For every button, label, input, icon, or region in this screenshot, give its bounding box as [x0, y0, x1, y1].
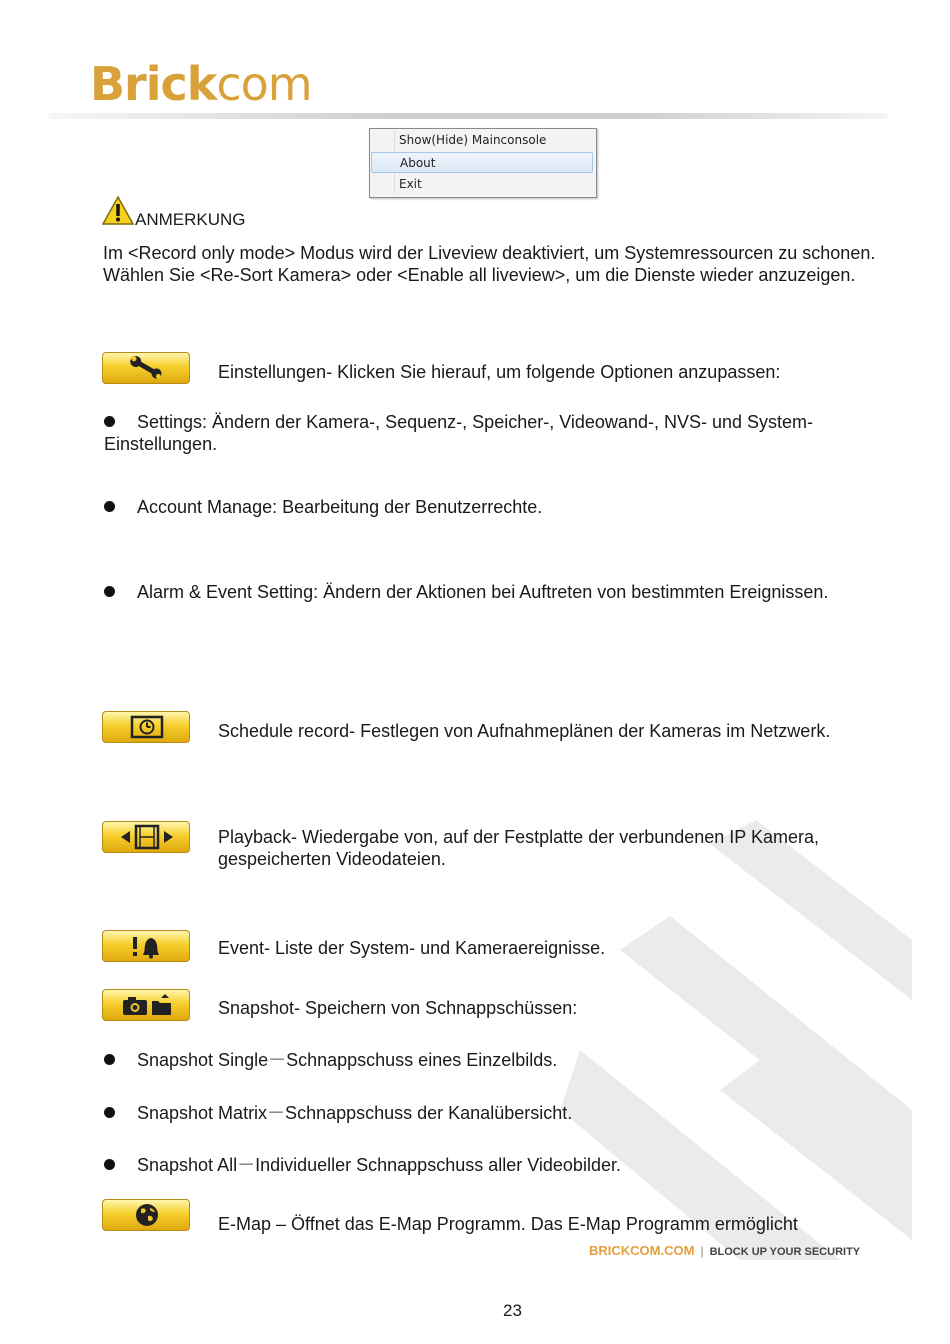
list-item: Settings: Ändern der Kamera-, Sequenz-, Speicher-, Videowand-, NVS- und System-Einstellungen.	[104, 412, 814, 454]
bullet-icon	[104, 501, 115, 512]
schedule-text: Schedule record- Festlegen von Aufnahmeplänen der Kameras im Netzwerk.	[218, 721, 831, 741]
snapshot-text: Snapshot- Speichern von Schnappschüssen:	[218, 998, 578, 1018]
bullet-icon	[104, 416, 115, 427]
playback-button[interactable]	[102, 821, 190, 853]
settings-text: Einstellungen- Klicken Sie hierauf, um folgende Optionen anzupassen:	[218, 362, 781, 382]
footer-slogan: BLOCK UP YOUR SECURITY	[709, 1246, 861, 1258]
list-item: Snapshot Single－Schnappschuss eines Einzelbilds.	[104, 1049, 884, 1071]
bullet-icon	[104, 1054, 115, 1065]
brickcom-watermark	[560, 820, 920, 1260]
menu-item-show-hide-mainconsole[interactable]: Show(Hide) Mainconsole	[399, 133, 547, 147]
event-text: Event- Liste der System- und Kameraereignisse.	[218, 938, 606, 958]
bullet-icon	[104, 1107, 115, 1118]
brickcom-logo: Brickcom	[90, 57, 312, 111]
camera-folder-icon	[103, 990, 189, 1020]
header-divider	[48, 113, 888, 119]
footer-brand: BRICKCOM.COM	[589, 1243, 695, 1258]
note-title: ANMERKUNG	[135, 210, 246, 229]
e-map-text: E-Map – Öffnet das E-Map Programm. Das E-Map Programm ermöglicht	[218, 1214, 798, 1234]
e-map-button[interactable]	[102, 1199, 190, 1231]
list-item: Snapshot Matrix－Schnappschuss der Kanalübersicht.	[104, 1102, 884, 1124]
film-icon	[103, 822, 189, 852]
schedule-record-button[interactable]	[102, 711, 190, 743]
menu-item-about[interactable]: About	[371, 152, 593, 173]
list-item: Snapshot All－Individueller Schnappschuss aller Videobilder.	[104, 1154, 884, 1176]
footer-tagline: BRICKCOM.COM | BLOCK UP YOUR SECURITY	[589, 1243, 861, 1258]
wrench-icon	[103, 353, 189, 383]
clock-icon	[103, 712, 189, 742]
note-text: Im <Record only mode> Modus wird der Liveview deaktiviert, um Systemressourcen zu schonen. Wählen Sie <Re-Sort Kamera> oder <Enable all liveview>, um die Dienste wieder anzuzeigen.	[103, 243, 876, 285]
tray-context-menu	[369, 128, 597, 198]
bullet-icon	[104, 1159, 115, 1170]
bullet-icon	[104, 586, 115, 597]
page-number: 23	[503, 1301, 522, 1320]
alarm-bell-icon	[103, 931, 189, 961]
list-item: Alarm & Event Setting: Ändern der Aktionen bei Auftreten von bestimmten Ereignissen.	[104, 581, 884, 603]
warning-icon	[102, 196, 134, 226]
settings-button[interactable]	[102, 352, 190, 384]
menu-item-exit[interactable]: Exit	[399, 177, 422, 191]
snapshot-button[interactable]	[102, 989, 190, 1021]
event-button[interactable]	[102, 930, 190, 962]
playback-text: Playback- Wiedergabe von, auf der Festplatte der verbundenen IP Kamera, gespeicherten Videodateien.	[218, 827, 820, 869]
list-item: Account Manage: Bearbeitung der Benutzerrechte.	[104, 496, 884, 518]
globe-icon	[103, 1200, 189, 1230]
